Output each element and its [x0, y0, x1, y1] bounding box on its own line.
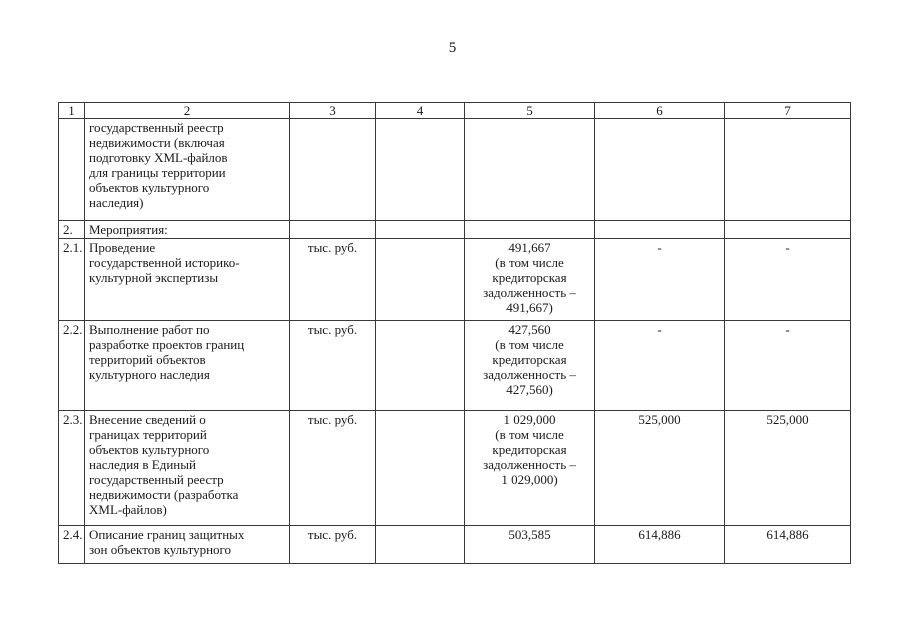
page-number: 5	[448, 40, 457, 56]
row-number: 2.2.	[59, 321, 85, 411]
row-number: 2.1.	[59, 239, 85, 321]
section-title: Мероприятия:	[85, 221, 290, 239]
row-unit: тыс. руб.	[290, 239, 376, 321]
row-cell	[376, 119, 465, 221]
budget-table	[58, 102, 851, 564]
row-value-7: 614,886	[725, 526, 851, 564]
row-unit: тыс. руб.	[290, 526, 376, 564]
row-cell	[725, 119, 851, 221]
table-row	[59, 321, 851, 411]
column-header: 5	[465, 103, 595, 119]
table-row-continuation	[59, 119, 851, 221]
row-name: Выполнение работ по разработке проектов границ территорий объектов культурного наследия	[85, 321, 290, 411]
row-value-6: 614,886	[595, 526, 725, 564]
row-value-5: 491,667 (в том числе кредиторская задолженность – 491,667)	[465, 239, 595, 321]
row-value-6: 525,000	[595, 411, 725, 526]
row-unit: тыс. руб.	[290, 411, 376, 526]
row-cell	[376, 321, 465, 411]
row-value-7: -	[725, 239, 851, 321]
row-cell	[290, 119, 376, 221]
row-cell	[465, 119, 595, 221]
row-value-5: 503,585	[465, 526, 595, 564]
section-row	[59, 221, 851, 239]
column-header: 1	[59, 103, 85, 119]
row-number	[59, 119, 85, 221]
row-cell	[595, 119, 725, 221]
row-name: государственный реестр недвижимости (включая подготовку XML-файлов для границы территории объектов культурного наследия)	[85, 119, 290, 221]
row-cell	[376, 411, 465, 526]
column-header: 2	[85, 103, 290, 119]
table-row	[59, 411, 851, 526]
column-header: 4	[376, 103, 465, 119]
row-cell	[376, 239, 465, 321]
row-value-5: 427,560 (в том числе кредиторская задолженность – 427,560)	[465, 321, 595, 411]
row-name: Описание границ защитных зон объектов культурного	[85, 526, 290, 564]
row-cell	[376, 526, 465, 564]
row-value-6: -	[595, 321, 725, 411]
row-number: 2.3.	[59, 411, 85, 526]
table-row	[59, 526, 851, 564]
row-number: 2.4.	[59, 526, 85, 564]
section-number: 2.	[59, 221, 85, 239]
row-unit: тыс. руб.	[290, 321, 376, 411]
column-header: 7	[725, 103, 851, 119]
column-header: 3	[290, 103, 376, 119]
row-value-6: -	[595, 239, 725, 321]
row-name: Проведение государственной историко- культурной экспертизы	[85, 239, 290, 321]
row-value-5: 1 029,000 (в том числе кредиторская задолженность – 1 029,000)	[465, 411, 595, 526]
row-name: Внесение сведений о границах территорий объектов культурного наследия в Единый государственный реестр недвижимости (разработка XML-файлов)	[85, 411, 290, 526]
column-header: 6	[595, 103, 725, 119]
row-value-7: -	[725, 321, 851, 411]
table-header-row	[59, 103, 851, 119]
table-row	[59, 239, 851, 321]
row-value-7: 525,000	[725, 411, 851, 526]
